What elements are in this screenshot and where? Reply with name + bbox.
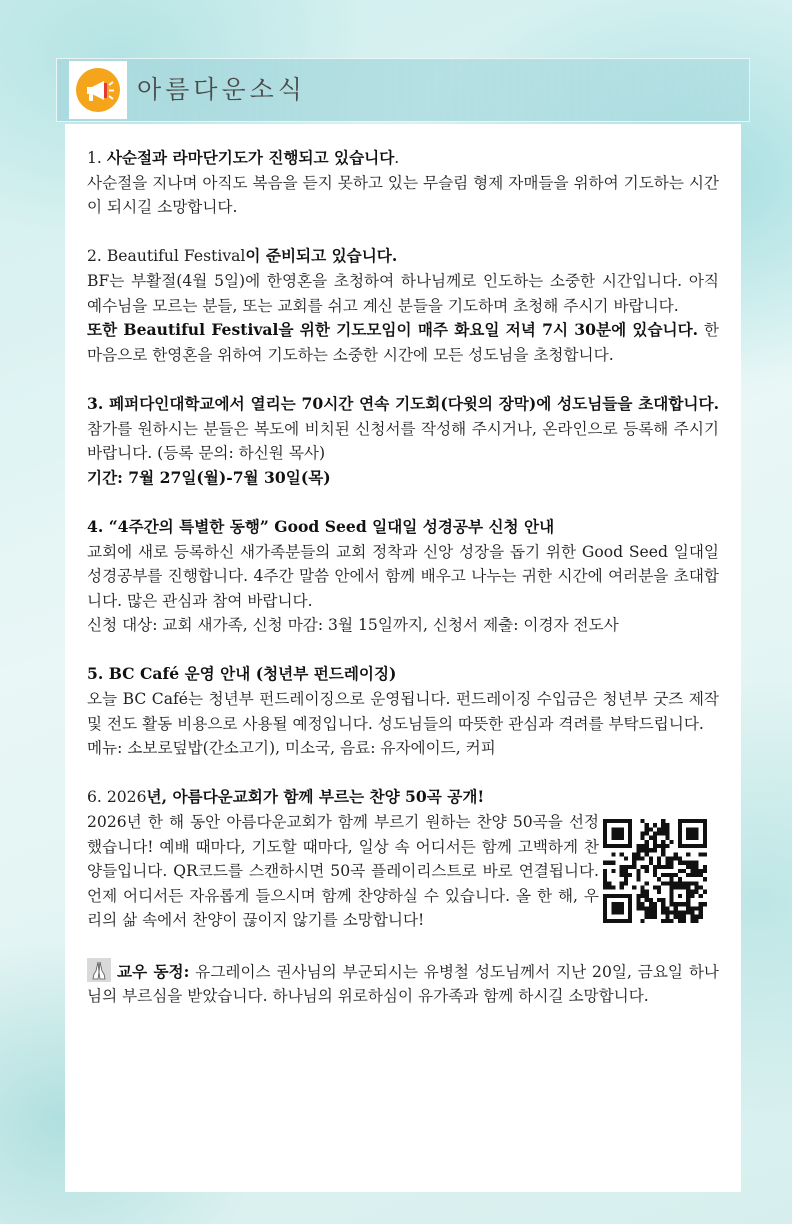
news-card <box>65 124 741 1192</box>
news-item-3-body: 참가를 원하시는 분들은 복도에 비치된 신청서를 작성해 주시거나, 온라인으로 등록해 주시기 바랍니다. (등록 문의: 하신원 목사) <box>87 419 719 463</box>
news-item-6-title: 년, 아름다운교회가 함께 부르는 찬양 50곡 공개! <box>146 787 485 807</box>
playlist-qr-code[interactable] <box>603 819 707 923</box>
news-item-1-body: 사순절을 지나며 아직도 복음을 듣지 못하고 있는 무슬림 형제 자매들을 위하여 기도하는 시간이 되시길 소망합니다. <box>87 173 719 217</box>
news-item-5 <box>87 662 719 760</box>
news-item-3-period: 기간: 7월 27일(월)-7월 30일(목) <box>87 467 331 487</box>
news-item-1-title-end: . <box>394 149 400 167</box>
news-item-1-title: 사순절과 라마단기도가 진행되고 있습니다 <box>106 148 395 167</box>
condolence-label: 교우 동정: <box>117 961 190 981</box>
news-item-3-heading <box>87 392 719 466</box>
news-item-2-title: 이 준비되고 있습니다. <box>245 246 398 266</box>
news-item-4-body: 교회에 새로 등록하신 새가족분들의 교회 정착과 신앙 성장을 돕기 위한 Good Seed 일대일 성경공부를 진행합니다. 4주간 말씀 안에서 함께 배우고 나누는 귀한 시간에 여러분을 초대합니다. 많은 관심과 참여 바랍니다. <box>87 542 719 610</box>
condolence-body: 유그레이스 권사님의 부군되시는 유병철 성도님께서 지난 20일, 금요일 하나님의 부르심을 받았습니다. 하나님의 위로하심이 유가족과 함께 하시길 소망합니다. <box>87 962 719 1006</box>
news-item-1-number: 1. <box>87 149 107 167</box>
news-item-2-bold-text: 또한 Beautiful Festival을 위한 기도모임이 매주 화요일 저녁 7시 30분에 있습니다. <box>87 320 699 340</box>
megaphone-icon-frame <box>69 61 127 119</box>
news-item-4-title: 4. “4주간의 특별한 동행” Good Seed 일대일 성경공부 신청 안내 <box>87 516 555 536</box>
news-item-2-number: 2. Beautiful Festival <box>87 247 246 266</box>
news-item-4 <box>87 515 719 638</box>
news-item-2-heading <box>87 244 719 269</box>
news-item-1 <box>87 146 719 220</box>
page-title: 아름다운소식 <box>137 75 306 104</box>
news-item-5-menu: 메뉴: 소보로덮밥(간소고기), 미소국, 음료: 유자에이드, 커피 <box>87 739 496 758</box>
news-item-3-title: 3. 페퍼다인대학교에서 열리는 70시간 연속 기도회(다윗의 장막)에 성도님들을 초대합니다. <box>87 393 719 413</box>
news-item-2 <box>87 244 719 367</box>
condolence-notice <box>87 958 719 1009</box>
news-item-6-heading <box>87 785 719 810</box>
news-item-5-title: 5. BC Café 운영 안내 (청년부 펀드레이징) <box>87 664 397 684</box>
news-item-2-prayer-meeting <box>87 318 719 367</box>
news-item-2-body: BF는 부활절(4월 5일)에 한영혼을 초청하여 하나님께로 인도하는 소중한 시간입니다. 아직 예수님을 모르는 분들, 또는 교회를 쉬고 계신 분들을 기도하며 초청해 주시기 바랍니다. <box>87 271 719 315</box>
news-item-4-details: 신청 대상: 교회 새가족, 신청 마감: 3월 15일까지, 신청서 제출: 이경자 전도사 <box>87 616 619 635</box>
news-item-5-body: 오늘 BC Café는 청년부 펀드레이징으로 운영됩니다. 펀드레이징 수입금은 청년부 굿즈 제작 및 전도 활동 비용으로 사용될 예정입니다. 성도님들의 따뜻한 관심과 격려를 부탁드립니다. <box>87 690 719 733</box>
news-item-3 <box>87 392 719 490</box>
news-item-6-number: 6. 2026 <box>87 788 147 807</box>
news-item-6 <box>87 785 719 933</box>
praying-hands-icon <box>87 958 111 982</box>
condolence-text <box>87 958 719 1009</box>
news-item-1-heading <box>87 146 719 171</box>
news-item-6-body: 2026년 한 해 동안 아름다운교회가 함께 부르기 원하는 찬양 50곡을 선정했습니다! 예배 때마다, 기도할 때마다, 일상 속 어디서든 함께 고백하게 찬양들입니다. QR코드를 스캔하시면 50곡 플레이리스트로 바로 연결됩니다. 언제 어디서든 자유롭게 들으시며 함께 찬양하실 수 있습니다. 올 한 해, 우리의 삶 속에서 찬양이 끊이지 않기를 소망합니다! <box>87 813 599 930</box>
news-item-2-body-2: 한마음으로 한영혼을 위하여 기도하는 소중한 시간에 모든 성도님을 초청합니다. <box>87 321 719 364</box>
news-content <box>87 146 719 1009</box>
megaphone-icon <box>75 67 121 113</box>
section-header <box>56 58 750 122</box>
